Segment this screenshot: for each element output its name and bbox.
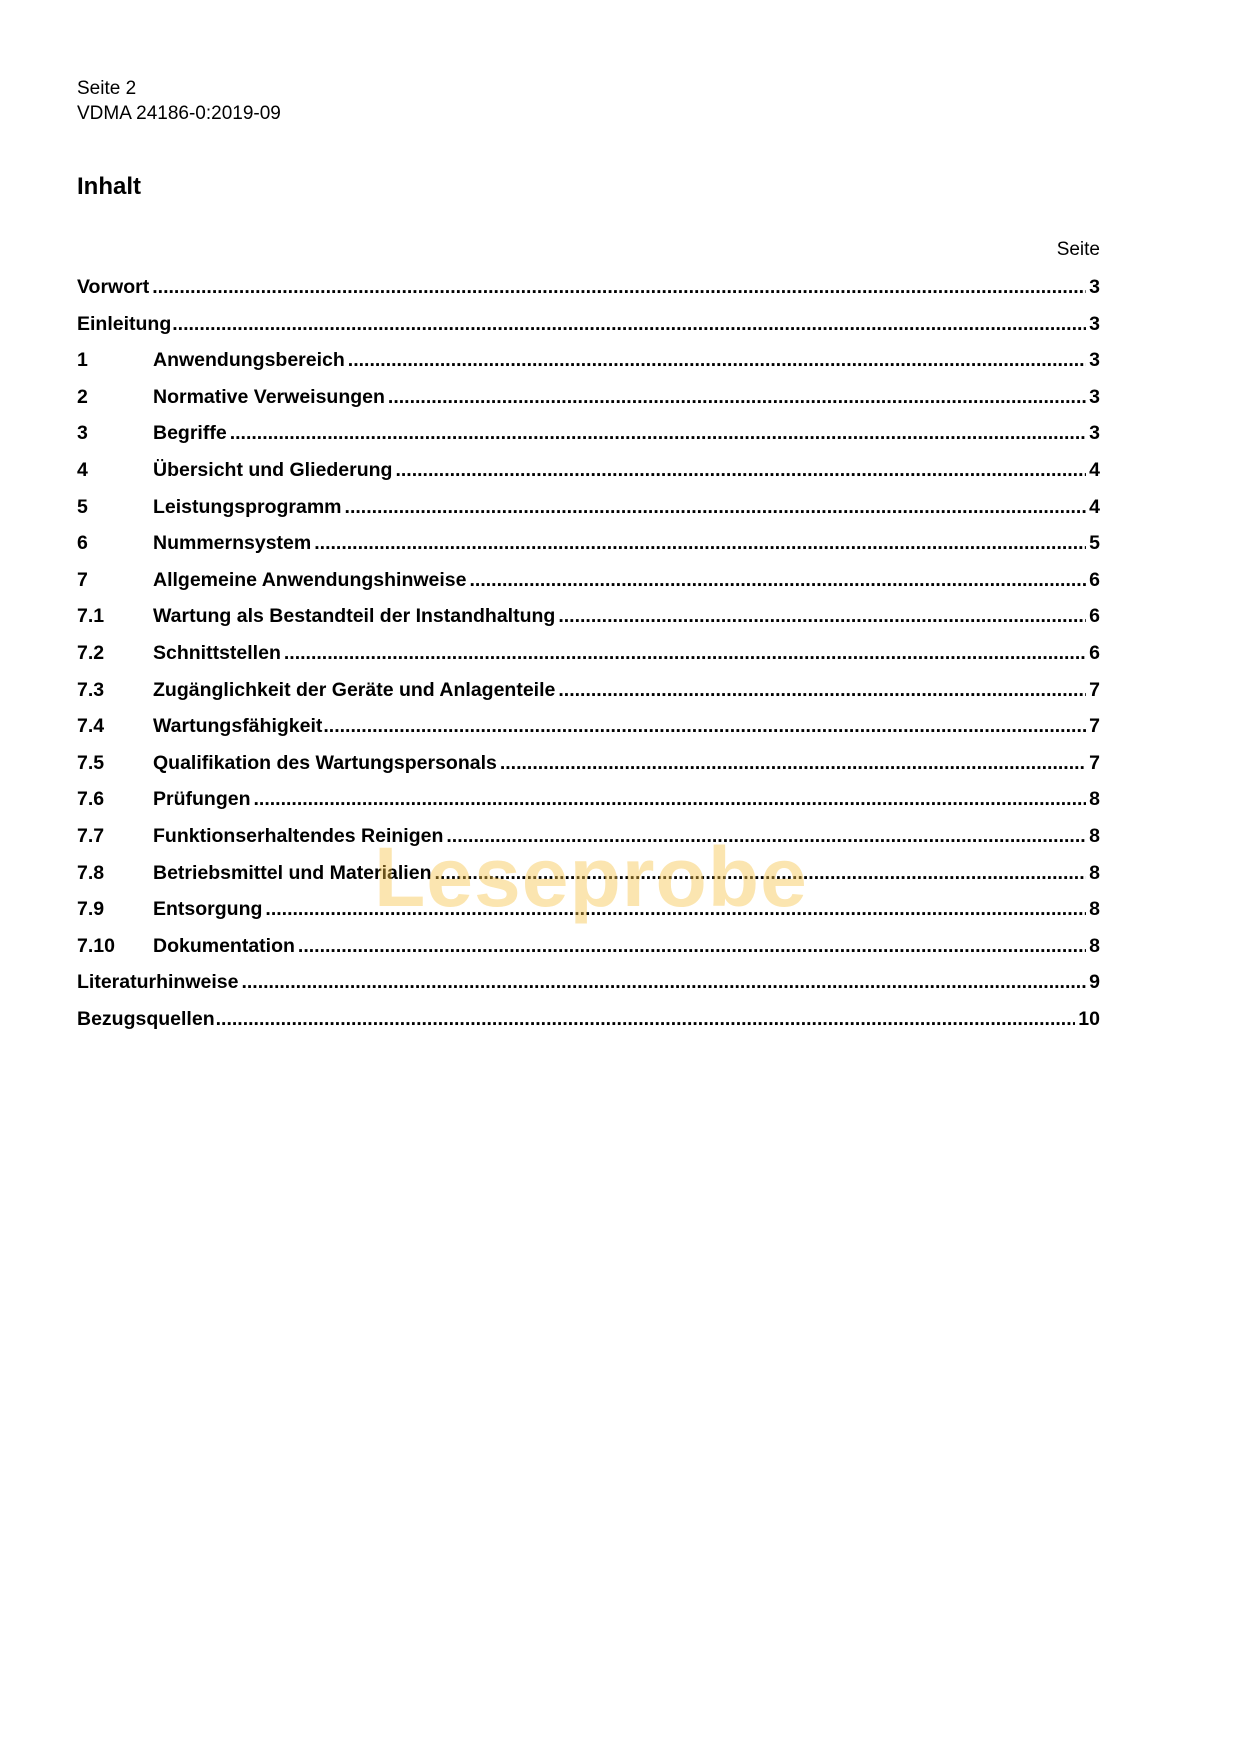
toc-entry-7-2[interactable]: [77, 638, 1100, 675]
toc-entry-number: 7.2: [77, 641, 105, 664]
toc-entry-page: 8: [1089, 861, 1100, 884]
table-of-contents: [77, 272, 1100, 1040]
toc-entry-7-1[interactable]: [77, 601, 1100, 638]
toc-entry-7-4[interactable]: [77, 711, 1100, 748]
toc-entry-label: Betriebsmittel und Materialien: [153, 861, 432, 884]
toc-entry-label: Bezugsquellen: [77, 1007, 215, 1030]
toc-entry-page: 3: [1089, 422, 1100, 445]
toc-leader-dots: [558, 601, 1086, 631]
toc-entry-label: Qualifikation des Wartungspersonals: [153, 751, 497, 774]
toc-entry-number: 7.6: [77, 788, 105, 811]
toc-entry-page: 3: [1089, 385, 1100, 408]
toc-entry-number: 3: [77, 422, 88, 445]
toc-entry-7-6[interactable]: [77, 784, 1100, 821]
toc-entry-page: 7: [1089, 715, 1100, 738]
toc-leader-dots: [434, 858, 1086, 888]
toc-entry-number: 7.10: [77, 934, 115, 957]
toc-entry-vorwort[interactable]: [77, 272, 1100, 309]
toc-entry-label: Zugänglichkeit der Geräte und Anlagenteile: [153, 678, 556, 701]
toc-leader-dots: [265, 894, 1086, 924]
toc-entry-page: 8: [1089, 824, 1100, 847]
page-column-label: Seite: [1056, 239, 1100, 260]
toc-leader-dots: [395, 455, 1086, 485]
toc-leader-dots: [241, 967, 1086, 997]
toc-entry-7-9[interactable]: [77, 894, 1100, 931]
toc-entry-page: 6: [1089, 568, 1100, 591]
toc-leader-dots: [172, 309, 1086, 339]
toc-entry-bezugsquellen[interactable]: [77, 1004, 1100, 1041]
toc-title: Inhalt: [77, 173, 141, 200]
toc-entry-label: Allgemeine Anwendungshinweise: [153, 568, 467, 591]
toc-entry-number: 7.5: [77, 751, 105, 774]
toc-entry-label: Nummernsystem: [153, 532, 312, 555]
toc-entry-page: 3: [1089, 312, 1100, 335]
toc-leader-dots: [388, 382, 1086, 412]
toc-leader-dots: [230, 418, 1086, 448]
toc-entry-page: 4: [1089, 495, 1100, 518]
toc-entry-number: 2: [77, 385, 88, 408]
toc-entry-label: Begriffe: [153, 422, 227, 445]
toc-entry-label: Funktionserhaltendes Reinigen: [153, 824, 444, 847]
toc-entry-number: 7.8: [77, 861, 105, 884]
toc-entry-7-3[interactable]: [77, 675, 1100, 712]
toc-leader-dots: [345, 492, 1087, 522]
toc-entry-7-5[interactable]: [77, 748, 1100, 785]
toc-leader-dots: [348, 345, 1086, 375]
toc-entry-number: 1: [77, 349, 88, 372]
toc-entry-label: Dokumentation: [153, 934, 295, 957]
toc-leader-dots: [323, 711, 1086, 741]
toc-entry-page: 4: [1089, 458, 1100, 481]
toc-entry-label: Einleitung: [77, 312, 172, 335]
toc-leader-dots: [314, 528, 1086, 558]
toc-entry-page: 9: [1089, 971, 1100, 994]
toc-entry-page: 8: [1089, 898, 1100, 921]
document-id: VDMA 24186-0:2019-09: [77, 103, 281, 124]
toc-entry-3[interactable]: [77, 418, 1100, 455]
page-header: [77, 76, 281, 126]
toc-entry-page: 7: [1089, 678, 1100, 701]
toc-entry-label: Leistungsprogramm: [153, 495, 342, 518]
toc-entry-2[interactable]: [77, 382, 1100, 419]
toc-entry-number: 7.9: [77, 898, 105, 921]
toc-entry-label: Wartung als Bestandteil der Instandhaltung: [153, 605, 556, 628]
toc-entry-page: 8: [1089, 934, 1100, 957]
toc-entry-label: Normative Verweisungen: [153, 385, 385, 408]
toc-leader-dots: [152, 272, 1086, 302]
toc-leader-dots: [446, 821, 1086, 851]
page-number-line: Seite 2: [77, 78, 137, 99]
toc-entry-7-10[interactable]: [77, 931, 1100, 968]
toc-leader-dots: [558, 675, 1086, 705]
toc-entry-label: Anwendungsbereich: [153, 349, 345, 372]
toc-entry-1[interactable]: [77, 345, 1100, 382]
toc-leader-dots: [470, 565, 1087, 595]
toc-entry-4[interactable]: [77, 455, 1100, 492]
toc-entry-label: Literaturhinweise: [77, 971, 239, 994]
toc-entry-label: Wartungsfähigkeit: [153, 715, 323, 738]
toc-entry-page: 3: [1089, 349, 1100, 372]
toc-entry-page: 5: [1089, 532, 1100, 555]
toc-entry-page: 3: [1089, 276, 1100, 298]
toc-entry-page: 7: [1089, 751, 1100, 774]
toc-entry-page: 6: [1089, 641, 1100, 664]
toc-entry-page: 10: [1078, 1007, 1100, 1030]
toc-entry-number: 5: [77, 495, 88, 518]
toc-entry-number: 7.3: [77, 678, 105, 701]
toc-entry-page: 6: [1089, 605, 1100, 628]
toc-leader-dots: [298, 931, 1086, 961]
toc-entry-label: Prüfungen: [153, 788, 251, 811]
toc-entry-7[interactable]: [77, 565, 1100, 602]
toc-entry-label: Vorwort: [77, 276, 150, 298]
toc-leader-dots: [254, 784, 1087, 814]
toc-leader-dots: [500, 748, 1086, 778]
toc-entry-number: 7.4: [77, 715, 105, 738]
toc-entry-5[interactable]: [77, 492, 1100, 529]
toc-entry-7-8[interactable]: [77, 858, 1100, 895]
toc-leader-dots: [284, 638, 1086, 668]
toc-entry-label: Entsorgung: [153, 898, 263, 921]
toc-entry-label: Übersicht und Gliederung: [153, 458, 393, 481]
toc-entry-number: 7: [77, 568, 88, 591]
toc-entry-einleitung[interactable]: [77, 309, 1100, 346]
toc-entry-number: 7.1: [77, 605, 105, 628]
toc-entry-6[interactable]: [77, 528, 1100, 565]
toc-entry-page: 8: [1089, 788, 1100, 811]
leseprobe-watermark: Leseprobe: [374, 830, 808, 924]
toc-entry-number: 6: [77, 532, 88, 555]
toc-entry-number: 4: [77, 458, 88, 481]
toc-entry-label: Schnittstellen: [153, 641, 281, 664]
toc-leader-dots: [216, 1004, 1076, 1034]
toc-entry-number: 7.7: [77, 824, 105, 847]
toc-entry-7-7[interactable]: [77, 821, 1100, 858]
toc-entry-literaturhinweise[interactable]: [77, 967, 1100, 1004]
